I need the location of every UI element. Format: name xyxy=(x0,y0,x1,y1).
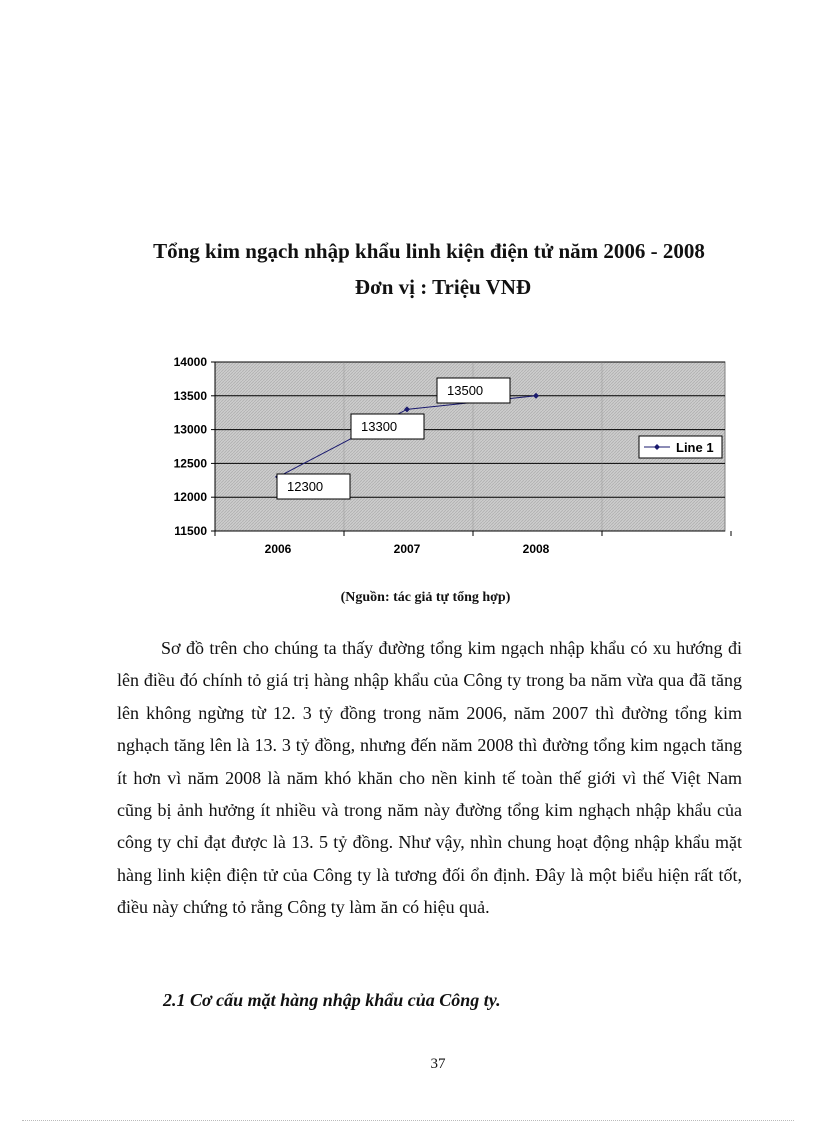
chart-unit: Đơn vị : Triệu VNĐ xyxy=(354,275,532,299)
x-tick-label: 2006 xyxy=(264,542,292,556)
body-paragraph: Sơ đồ trên cho chúng ta thấy đường tổng kim ngạch nhập khẩu có xu hướng đi lên điều đó chính tỏ giá trị hàng nhập khẩu của Công ty trong ba năm vừa qua đã tăng lên không ngừng từ 12. 3 tỷ đồng trong năm 2006, năm 2007 thì đường tổng kim nghạch tăng lên là 13. 3 tỷ đồng, nhưng đến năm 2008 thì đường tổng kim ngạch tăng ít hơn vì năm 2008 là năm khó khăn cho nền kinh tế toàn thế giới vì thế Việt Nam cũng bị ảnh hưởng ít nhiều và trong năm này đường tổng kim nghạch nhập khẩu của công ty chỉ đạt được là 13. 5 tỷ đồng. Như vậy, nhìn chung hoạt động nhập khẩu mặt hàng linh kiện điện tử của Công ty là tương đối ổn định. Đây là một biểu hiện rất tốt, điều này chứng tỏ rằng Công ty làm ăn có hiệu quả. xyxy=(117,638,742,918)
y-tick-label: 12000 xyxy=(173,490,207,505)
page-bottom-rule xyxy=(22,1120,794,1121)
y-tick-label: 12500 xyxy=(173,456,207,471)
source-note: (Nguồn: tác giả tự tổng hợp) xyxy=(340,590,511,605)
x-tick-label: 2007 xyxy=(393,542,421,556)
data-label: 13300 xyxy=(361,419,398,434)
section-heading: 2.1 Cơ cấu mặt hàng nhập khẩu của Công ty. xyxy=(163,990,501,1010)
data-label: 13500 xyxy=(447,383,484,398)
chart-title: Tổng kim ngạch nhập khẩu linh kiện điện tử năm 2006 - 2008 xyxy=(153,239,705,263)
y-tick-label: 11500 xyxy=(174,524,207,538)
page-number: 37 xyxy=(430,1056,446,1072)
y-tick-label: 14000 xyxy=(173,355,207,369)
y-tick-label: 13000 xyxy=(173,422,207,437)
legend-label: Line 1 xyxy=(676,440,714,455)
line-chart xyxy=(140,348,750,573)
y-tick-label: 13500 xyxy=(173,388,207,403)
x-tick-label: 2008 xyxy=(522,542,550,556)
data-label: 12300 xyxy=(287,479,324,494)
